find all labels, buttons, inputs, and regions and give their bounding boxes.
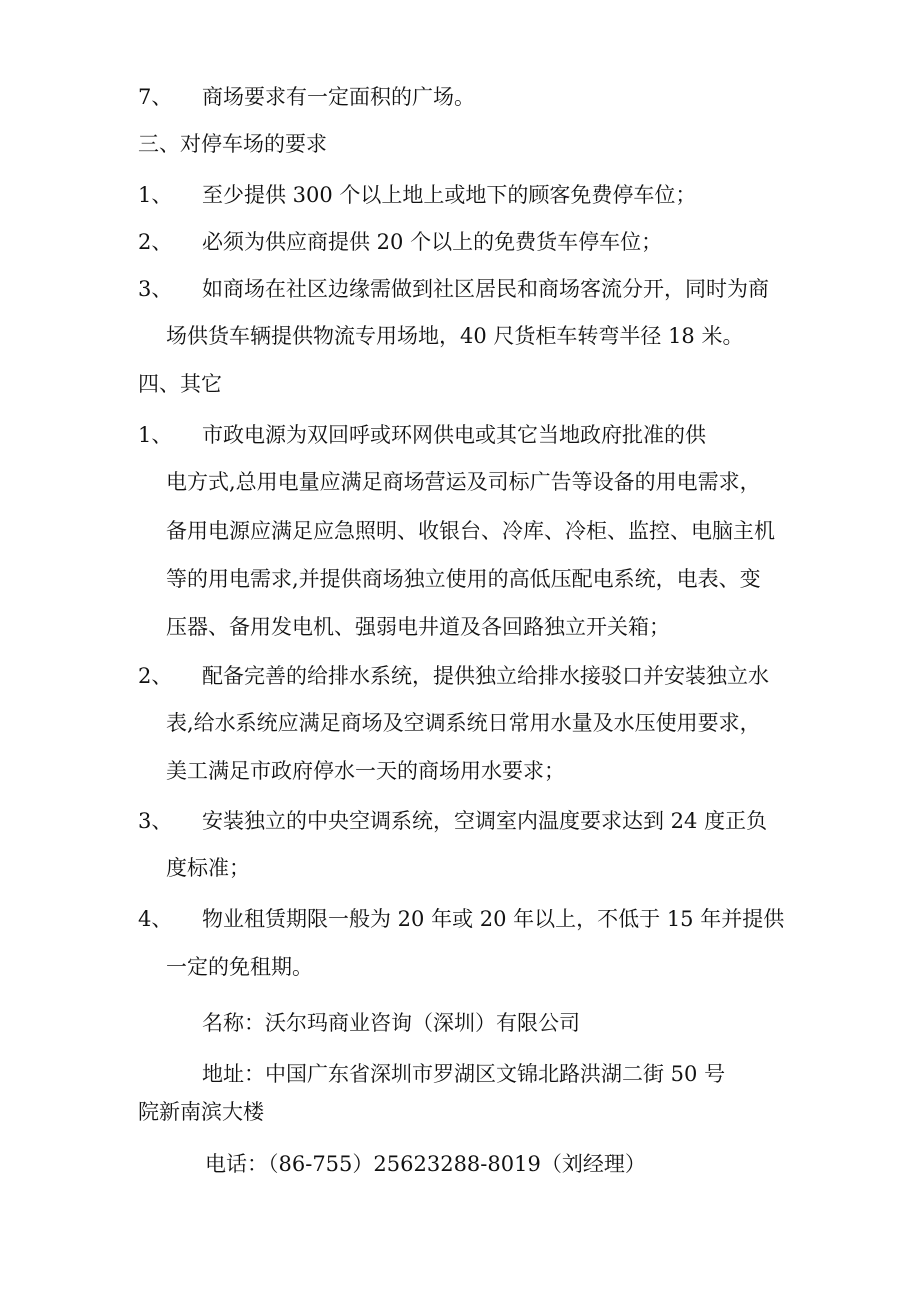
list-item-text: 商场要求有一定面积的广场。 <box>202 85 475 109</box>
list-item-continuation: 等的用电需求,并提供商场独立使用的高低压配电系统，电表、变 <box>166 567 761 591</box>
list-item-continuation: 度标准； <box>166 856 250 880</box>
list-item-text: 市政电源为双回呼或环网供电或其它当地政府批准的供 <box>202 423 706 447</box>
company-phone: 电话：（86-755）25623288-8019（刘经理） <box>205 1152 646 1176</box>
list-item-continuation: 备用电源应满足应急照明、收银台、冷库、冷柜、监控、电脑主机 <box>166 519 775 543</box>
company-name: 名称：沃尔玛商业咨询（深圳）有限公司 <box>202 1011 580 1035</box>
list-item-text: 如商场在社区边缘需做到社区居民和商场客流分开，同时为商 <box>202 277 769 301</box>
list-number: 1、 <box>138 423 173 447</box>
company-address: 地址：中国广东省深圳市罗湖区文锦北路洪湖二街 50 号 <box>202 1062 726 1086</box>
list-number: 1、 <box>138 183 173 207</box>
list-item-continuation: 电方式,总用电量应满足商场营运及司标广告等设备的用电需求， <box>166 470 761 494</box>
list-item-text: 物业租赁期限一般为 20 年或 20 年以上，不低于 15 年并提供 <box>202 907 785 931</box>
list-number: 2、 <box>138 230 173 254</box>
list-number: 4、 <box>138 907 173 931</box>
list-item-text: 至少提供 300 个以上地上或地下的顾客免费停车位； <box>202 183 697 207</box>
list-item-text: 安装独立的中央空调系统，空调室内温度要求达到 24 度正负 <box>202 809 768 833</box>
section-heading: 三、对停车场的要求 <box>138 132 327 156</box>
list-item-text: 必须为供应商提供 20 个以上的免费货车停车位； <box>202 230 663 254</box>
list-item-continuation: 压器、备用发电机、强弱电井道及各回路独立开关箱； <box>166 615 670 639</box>
list-item-continuation: 场供货车辆提供物流专用场地，40 尺货柜车转弯半径 18 米。 <box>166 324 744 348</box>
list-number: 3、 <box>138 809 173 833</box>
section-heading: 四、其它 <box>138 372 222 396</box>
company-address-continuation: 院新南滨大楼 <box>138 1100 264 1124</box>
list-number: 7、 <box>138 85 173 109</box>
list-item-continuation: 美工满足市政府停水一天的商场用水要求； <box>166 759 565 783</box>
list-number: 3、 <box>138 277 173 301</box>
list-item-text: 配备完善的给排水系统，提供独立给排水接驳口并安装独立水 <box>202 664 769 688</box>
list-item-continuation: 表,给水系统应满足商场及空调系统日常用水量及水压使用要求， <box>166 711 761 735</box>
list-item-continuation: 一定的免租期。 <box>166 955 313 979</box>
list-number: 2、 <box>138 664 173 688</box>
